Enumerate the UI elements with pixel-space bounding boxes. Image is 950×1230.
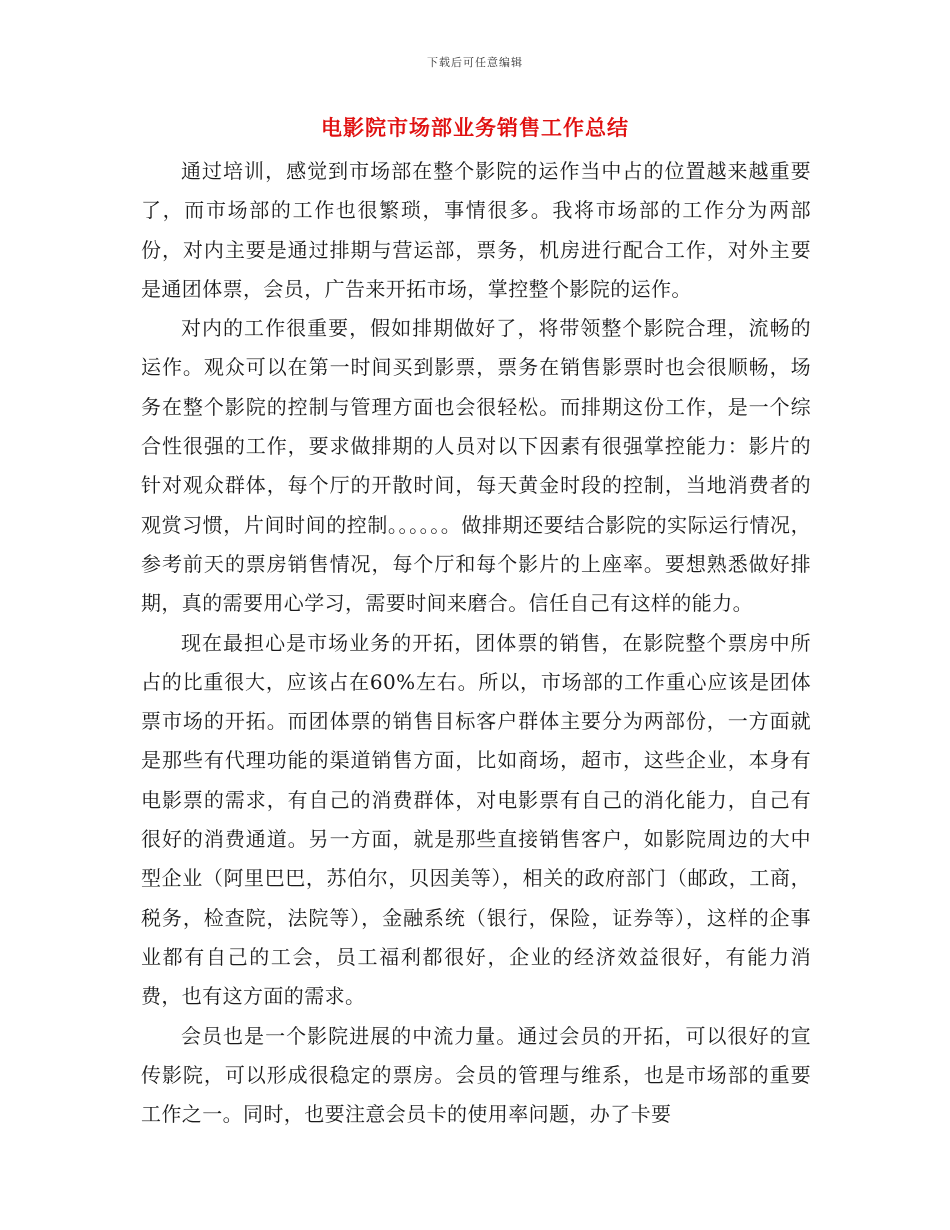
document-body xyxy=(141,152,811,1134)
document-title: 电影院市场部业务销售工作总结 xyxy=(321,115,629,140)
paragraph: 现在最担心是市场业务的开拓，团体票的销售，在影院整个票房中所占的比重很大，应该占在60%左右。所以，市场部的工作重心应该是团体票市场的开拓。而团体票的销售目标客户群体主要分为两部份，一方面就是那些有代理功能的渠道销售方面，比如商场，超市，这些企业，本身有电影票的需求，有自己的消费群体，对电影票有自己的消化能力，自己有很好的消费通道。另一方面，就是那些直接销售客户，如影院周边的大中型企业（阿里巴巴，苏伯尔，贝因美等），相关的政府部门（邮政，工商，税务，检查院，法院等），金融系统（银行，保险，证券等），这样的企事业都有自己的工会，员工福利都很好，企业的经济效益很好，有能力消费，也有这方面的需求。 xyxy=(141,630,811,1009)
paragraph: 会员也是一个影院进展的中流力量。通过会员的开拓，可以很好的宣传影院，可以形成很稳定的票房。会员的管理与维系，也是市场部的重要工作之一。同时，也要注意会员卡的使用率问题，办了卡要 xyxy=(141,1023,811,1127)
paragraph: 对内的工作很重要，假如排期做好了，将带领整个影院合理，流畅的运作。观众可以在第一时间买到影票，票务在销售影票时也会很顺畅，场务在整个影院的控制与管理方面也会很轻松。而排期这份工作，是一个综合性很强的工作，要求做排期的人员对以下因素有很强掌控能力：影片的针对观众群体，每个厅的开散时间，每天黄金时段的控制，当地消费者的观赏习惯，片间时间的控制。。。。。。做排期还要结合影院的实际运行情况，参考前天的票房销售情况，每个厅和每个影片的上座率。要想熟悉做好排期，真的需要用心学习，需要时间来磨合。信任自己有这样的能力。 xyxy=(141,316,811,616)
header-note: 下载后可任意编辑 xyxy=(427,56,523,69)
paragraph: 通过培训，感觉到市场部在整个影院的运作当中占的位置越来越重要了，而市场部的工作也很繁琐，事情很多。我将市场部的工作分为两部份，对内主要是通过排期与营运部，票务，机房进行配合工作，对外主要是通团体票，会员，广告来开拓市场，掌控整个影院的运作。 xyxy=(141,159,811,301)
